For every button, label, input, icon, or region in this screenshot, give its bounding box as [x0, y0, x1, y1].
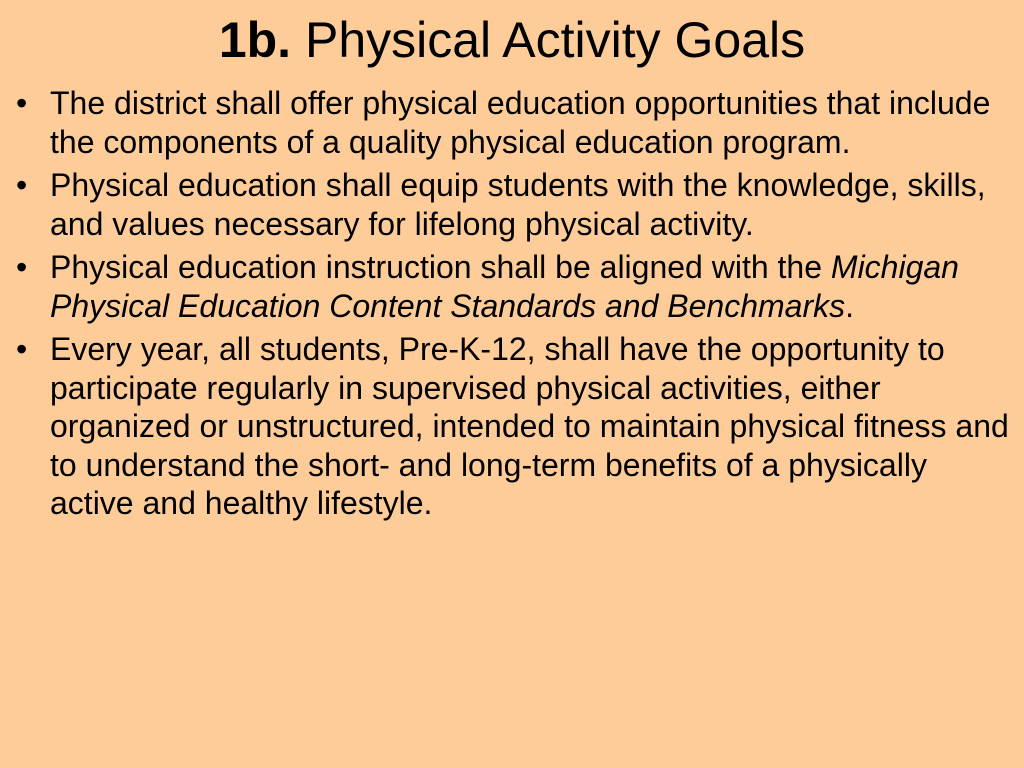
- bullet-list: [16, 84, 1016, 528]
- slide-title-number: 1b.: [218, 12, 292, 68]
- bullet-item: [16, 330, 1016, 523]
- bullet-text-end: .: [845, 287, 855, 324]
- bullet-item: [16, 84, 1016, 161]
- bullet-item: [16, 166, 1016, 243]
- bullet-dot-icon: •: [16, 85, 28, 121]
- standards-document-title: Michigan Physical Education Content Standards and Benchmarks: [50, 249, 959, 324]
- bullet-item: [16, 248, 1016, 325]
- bullet-dot-icon: •: [16, 249, 28, 285]
- bullet-text: The district shall offer physical education opportunities that include the components of a quality physical education program.: [50, 85, 991, 160]
- bullet-text: Physical education shall equip students with the knowledge, skills, and values necessary for lifelong physical activity.: [50, 167, 986, 242]
- bullet-text-start: Physical education instruction shall be aligned with the: [50, 249, 831, 285]
- slide-title-text: Physical Activity Goals: [304, 12, 806, 68]
- bullet-text: Every year, all students, Pre-K-12, shall have the opportunity to participate regularly in supervised physical activities, either organized or unstructured, intended to maintain physical fitness and to understand the short- and long-term benefits of a physically active and healthy lifestyle.: [50, 331, 1009, 521]
- bullet-dot-icon: •: [16, 331, 28, 367]
- slide-title: [0, 5, 1024, 75]
- bullet-dot-icon: •: [16, 167, 28, 203]
